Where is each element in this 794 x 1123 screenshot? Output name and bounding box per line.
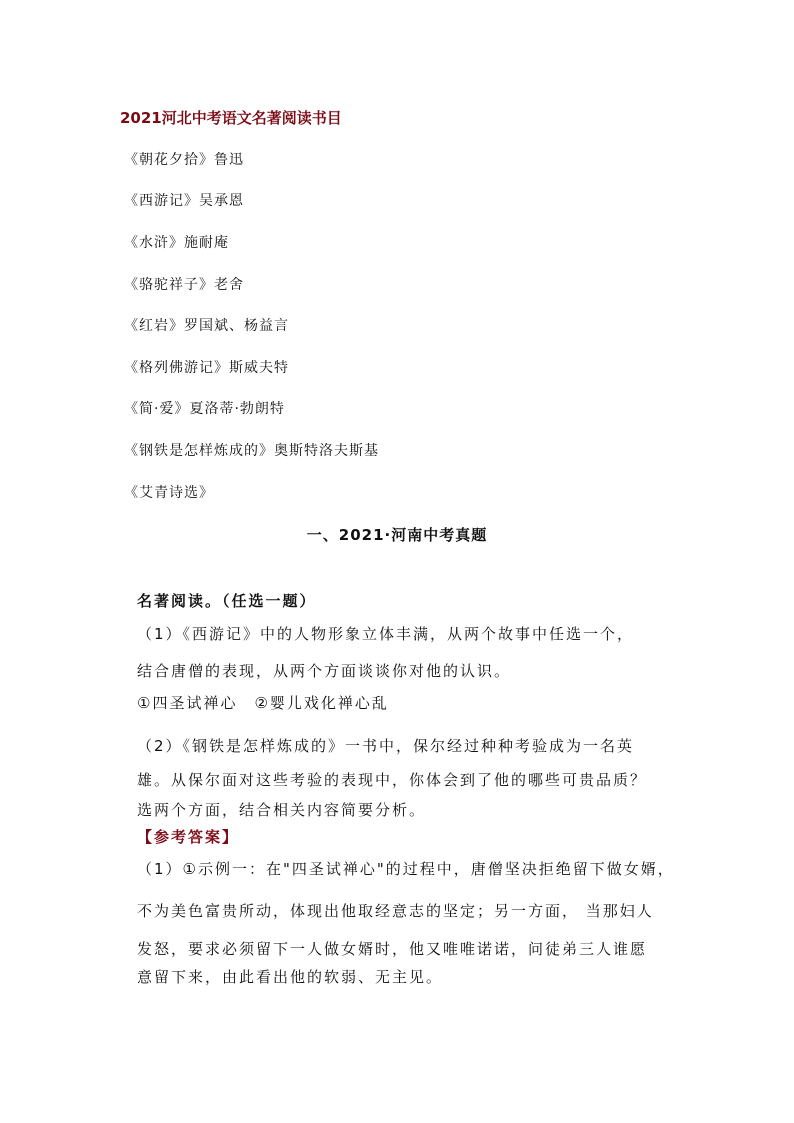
- answer-line: 意留下来，由此看出他的软弱、无主见。: [137, 968, 444, 986]
- answer-line: （1）①示例一：在"四圣试禅心"的过程中，唐僧坚决拒绝留下做女婿，: [137, 860, 675, 878]
- book-item: 《红岩》罗国斌、杨益言: [124, 318, 289, 334]
- question-1-line: 结合唐僧的表现，从两个方面谈谈你对他的认识。: [137, 662, 512, 680]
- question-1-line: （1）《西游记》中的人物形象立体丰满，从两个故事中任选一个，: [137, 625, 635, 643]
- section-title: 一、2021·河南中考真题: [306, 526, 488, 544]
- book-item: 《简·爱》夏洛蒂·勃朗特: [124, 401, 285, 417]
- book-item: 《水浒》施耐庵: [124, 235, 229, 251]
- book-item: 《艾青诗选》: [124, 485, 214, 501]
- question-2-line: 雄。从保尔面对这些考验的表现中，你体会到了他的哪些可贵品质？: [137, 771, 648, 789]
- answer-label: 【参考答案】: [137, 828, 240, 846]
- book-item: 《格列佛游记》斯威夫特: [124, 360, 289, 376]
- question-prompt: 名著阅读。（任选一题）: [137, 592, 317, 610]
- answer-line: 发怒，要求必须留下一人做女婿时，他又唯唯诺诺，问徒弟三人谁愿: [137, 940, 648, 958]
- book-item: 《骆驼祥子》老舍: [124, 277, 244, 293]
- question-2-line: （2）《钢铁是怎样炼成的》一书中，保尔经过种种考验成为一名英: [137, 737, 635, 755]
- answer-line: 不为美色富贵所动，体现出他取经意志的坚定；另一方面， 当那妇人: [137, 902, 654, 920]
- book-item: 《朝花夕拾》鲁迅: [124, 152, 244, 168]
- question-2-line: 选两个方面，结合相关内容简要分析。: [137, 801, 427, 819]
- reading-list-heading: 2021河北中考语文名著阅读书目: [120, 109, 342, 127]
- book-item: 《钢铁是怎样炼成的》奥斯特洛夫斯基: [124, 443, 379, 459]
- book-item: 《西游记》吴承恩: [124, 193, 244, 209]
- question-1-options: ①四圣试禅心 ②婴儿戏化禅心乱: [137, 694, 389, 712]
